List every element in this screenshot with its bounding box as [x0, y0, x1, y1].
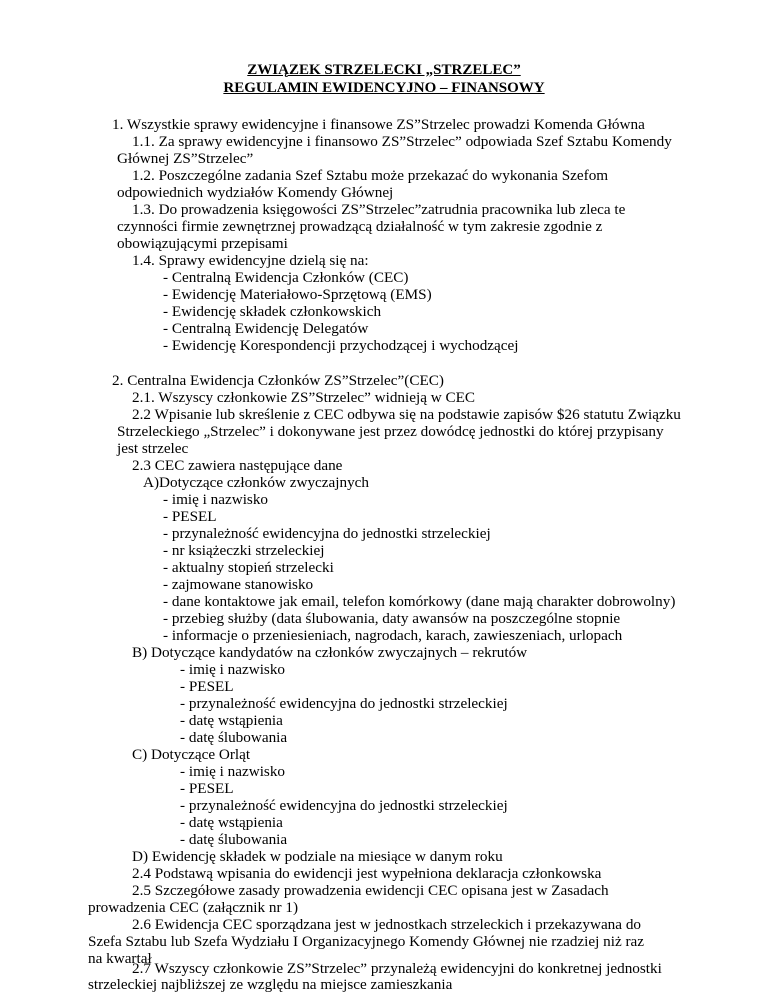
list-item: - imię i nazwisko — [163, 491, 269, 508]
list-item: - datę ślubowania — [180, 831, 288, 848]
list-item: - PESEL — [180, 780, 234, 797]
list-item: - Ewidencję Korespondencji przychodzącej i wychodzącej — [163, 337, 519, 354]
document-title: ZWIĄZEK STRZELECKI „STRZELEC” — [247, 62, 521, 78]
list-item: - Ewidencję składek członkowskich — [163, 303, 382, 320]
list-item: - przynależność ewidencyjna do jednostki strzeleckiej — [180, 695, 508, 712]
list-item: - datę ślubowania — [180, 729, 288, 746]
section-2-heading: 2. Centralna Ewidencja Członków ZS”Strzelec”(CEC) — [112, 372, 444, 389]
list-item: - PESEL — [180, 678, 234, 695]
list-item: - Ewidencję Materiałowo-Sprzętową (EMS) — [163, 286, 432, 303]
list-item: - przynależność ewidencyjna do jednostki strzeleckiej — [180, 797, 508, 814]
list-item: - nr książeczki strzeleckiej — [163, 542, 325, 559]
paragraph-1-1-cont: Głównej ZS”Strzelec” — [117, 150, 254, 167]
subsection-c-heading: C) Dotyczące Orląt — [132, 746, 251, 763]
paragraph-1-3: 1.3. Do prowadzenia księgowości ZS”Strzelec”zatrudnia pracownika lub zleca te — [132, 201, 626, 218]
paragraph-2-3: 2.3 CEC zawiera następujące dane — [132, 457, 343, 474]
list-item: - przebieg służby (data ślubowania, daty awansów na poszczególne stopnie — [163, 610, 621, 627]
paragraph-1-1: 1.1. Za sprawy ewidencyjne i finansowo ZS”Strzelec” odpowiada Szef Sztabu Komendy — [132, 133, 672, 150]
paragraph-2-1: 2.1. Wszyscy członkowie ZS”Strzelec” widnieją w CEC — [132, 389, 476, 406]
subsection-b-heading: B) Dotyczące kandydatów na członków zwyczajnych – rekrutów — [132, 644, 528, 661]
subsection-d-heading: D) Ewidencję składek w podziale na miesiące w danym roku — [132, 848, 503, 865]
paragraph-2-2-cont: Strzeleckiego „Strzelec” i dokonywane jest przez dowódcę jednostki do której przypisany — [117, 423, 664, 440]
list-item: - przynależność ewidencyjna do jednostki strzeleckiej — [163, 525, 491, 542]
list-item: - dane kontaktowe jak email, telefon komórkowy (dane mają charakter dobrowolny) — [163, 593, 676, 610]
paragraph-2-7: 2.7 Wszyscy członkowie ZS”Strzelec” przynależą ewidencyjni do konkretnej jednostki — [132, 960, 662, 977]
list-item: - informacje o przeniesieniach, nagrodach, karach, zawieszeniach, urlopach — [163, 627, 623, 644]
section-1-heading: 1. Wszystkie sprawy ewidencyjne i finansowe ZS”Strzelec prowadzi Komenda Główna — [112, 116, 645, 133]
paragraph-2-5-cont: prowadzenia CEC (załącznik nr 1) — [88, 899, 298, 916]
paragraph-2-2-cont2: jest strzelec — [117, 440, 189, 457]
list-item: - Centralną Ewidencję Delegatów — [163, 320, 369, 337]
paragraph-1-4: 1.4. Sprawy ewidencyjne dzielą się na: — [132, 252, 369, 269]
list-item: - datę wstąpienia — [180, 814, 283, 831]
paragraph-1-3-cont2: obowiązującymi przepisami — [117, 235, 288, 252]
list-item: - imię i nazwisko — [180, 763, 286, 780]
list-item: - Centralną Ewidencja Członków (CEC) — [163, 269, 409, 286]
paragraph-2-7-cont: strzeleckiej najbliższej ze względu na miejsce zamieszkania — [88, 976, 453, 993]
paragraph-1-2: 1.2. Poszczególne zadania Szef Sztabu może przekazać do wykonania Szefom — [132, 167, 609, 184]
paragraph-2-2: 2.2 Wpisanie lub skreślenie z CEC odbywa się na podstawie zapisów $26 statutu Związku — [132, 406, 681, 423]
document-subtitle: REGULAMIN EWIDENCYJNO – FINANSOWY — [223, 80, 545, 96]
paragraph-2-6: 2.6 Ewidencja CEC sporządzana jest w jednostkach strzeleckich i przekazywana do — [132, 916, 642, 933]
paragraph-1-2-cont: odpowiednich wydziałów Komendy Głównej — [117, 184, 394, 201]
subsection-a-heading: A)Dotyczące członków zwyczajnych — [143, 474, 370, 491]
paragraph-2-6-cont: Szefa Sztabu lub Szefa Wydziału I Organizacyjnego Komendy Głównej nie rzadziej niż raz — [88, 933, 645, 950]
list-item: - PESEL — [163, 508, 217, 525]
paragraph-2-5: 2.5 Szczegółowe zasady prowadzenia ewidencji CEC opisana jest w Zasadach — [132, 882, 609, 899]
list-item: - imię i nazwisko — [180, 661, 286, 678]
list-item: - aktualny stopień strzelecki — [163, 559, 334, 576]
paragraph-1-3-cont: czynności firmie zewnętrznej prowadzącą działalność w tym zakresie zgodnie z — [117, 218, 603, 235]
list-item: - datę wstąpienia — [180, 712, 283, 729]
paragraph-2-6-cont2: na kwartał — [88, 950, 152, 967]
paragraph-2-4: 2.4 Podstawą wpisania do ewidencji jest wypełniona deklaracja członkowska — [132, 865, 602, 882]
list-item: - zajmowane stanowisko — [163, 576, 314, 593]
